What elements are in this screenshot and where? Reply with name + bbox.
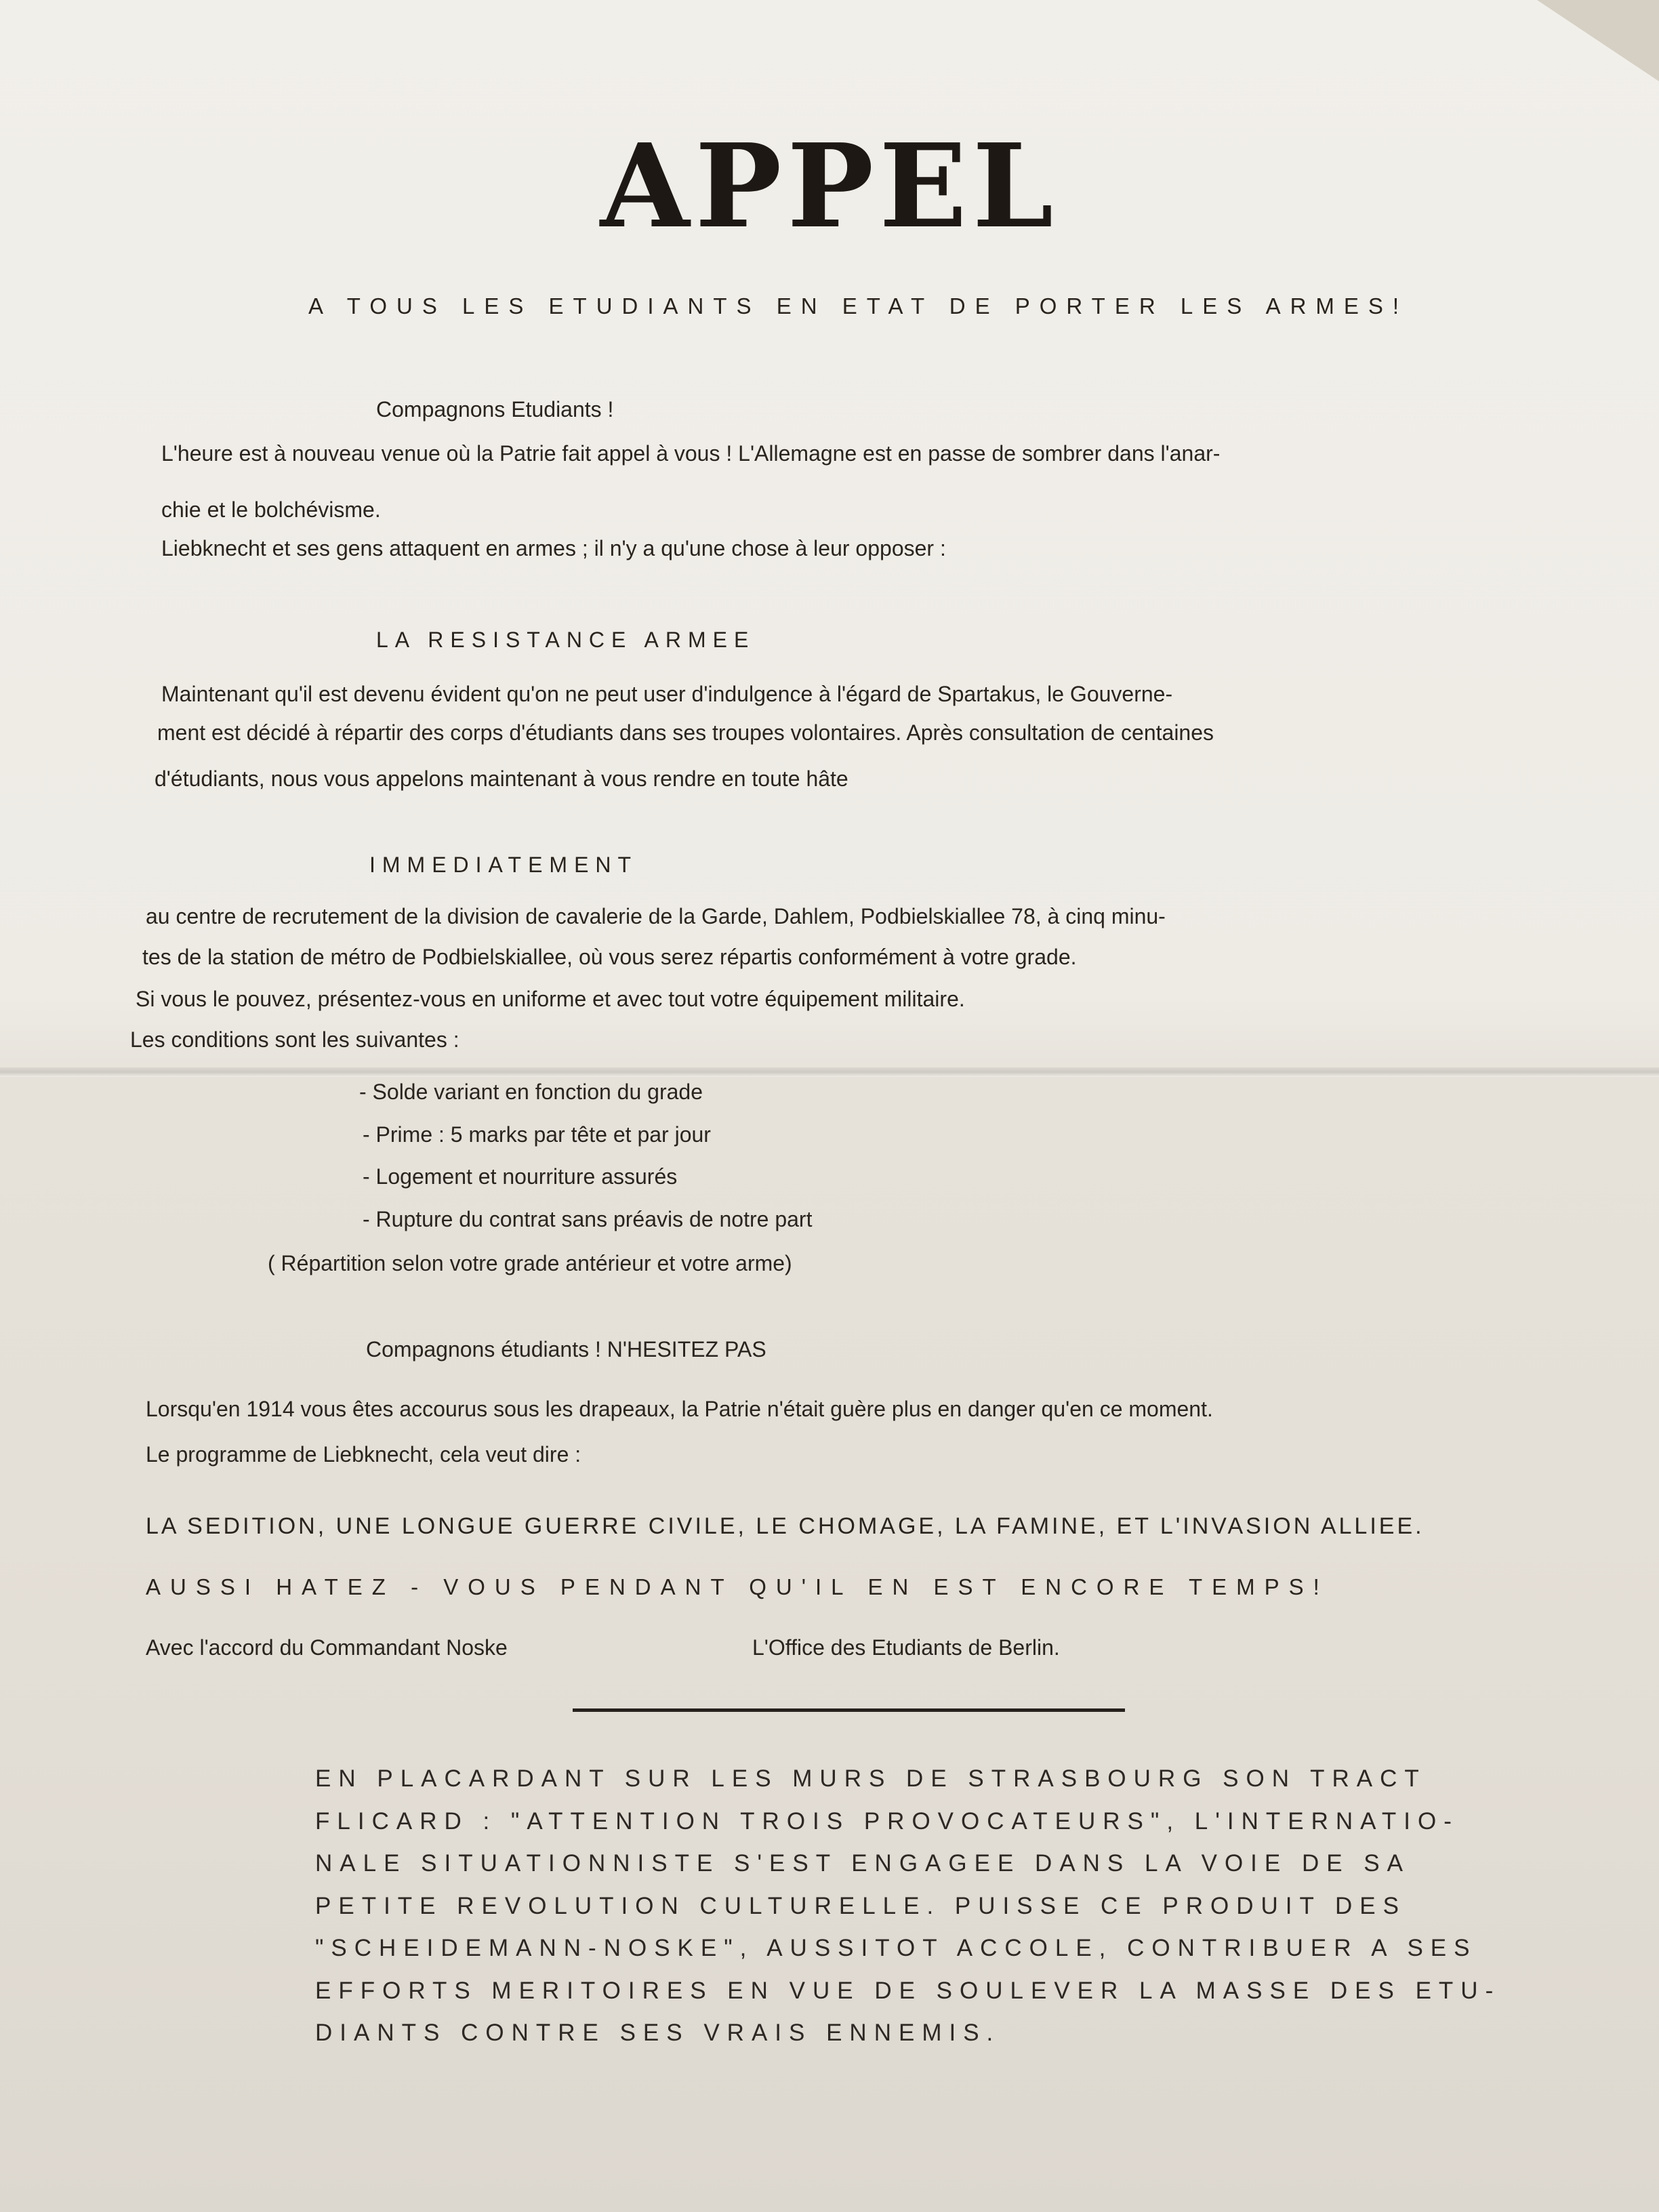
intro-line-3: Liebknecht et ses gens attaquent en armes ; il n'y a qu'une chose à leur opposer : xyxy=(161,536,946,560)
condition-item: - Logement et nourriture assurés xyxy=(363,1164,678,1189)
section2-line-4: Les conditions sont les suivantes : xyxy=(130,1027,459,1052)
document-title: APPEL xyxy=(600,119,1059,254)
section2-line-3: Si vous le pouvez, présentez-vous en uniforme et avec tout votre équipement militaire. xyxy=(136,987,965,1011)
section1-line-3: d'étudiants, nous vous appelons maintenant à vous rendre en toute hâte xyxy=(155,766,848,791)
closing-line-1: Lorsqu'en 1914 vous êtes accourus sous les drapeaux, la Patrie n'était guère plus en danger qu'en ce moment. xyxy=(146,1397,1213,1421)
paper-fold-crease xyxy=(0,1067,1659,1077)
call-to-action: AUSSI HATEZ - VOUS PENDANT QU'IL EN EST ENCORE TEMPS! xyxy=(146,1574,1329,1599)
condition-item: - Solde variant en fonction du grade xyxy=(359,1080,703,1104)
commentary-line: "SCHEIDEMANN-NOSKE", AUSSITOT ACCOLE, CONTRIBUER A SES xyxy=(315,1935,1477,1961)
section1-line-2: ment est décidé à répartir des corps d'étudiants dans ses troupes volontaires. Après consultation de centaines xyxy=(157,720,1214,745)
greeting: Compagnons Etudiants ! xyxy=(376,397,614,422)
commentary-line: EFFORTS MERITOIRES EN VUE DE SOULEVER LA MASSE DES ETU- xyxy=(315,1978,1501,2004)
commentary-line: FLICARD : "ATTENTION TROIS PROVOCATEURS", L'INTERNATIO- xyxy=(315,1808,1459,1835)
folded-corner xyxy=(1537,0,1659,81)
condition-item: - Prime : 5 marks par tête et par jour xyxy=(363,1122,711,1147)
section-heading-immediately: IMMEDIATEMENT xyxy=(369,853,638,877)
closing-line-2: Le programme de Liebknecht, cela veut dire : xyxy=(146,1442,581,1467)
section2-line-1: au centre de recrutement de la division de cavalerie de la Garde, Dahlem, Podbielskiallee 78, à cinq minu- xyxy=(146,904,1166,928)
commentary-line: NALE SITUATIONNISTE S'EST ENGAGEE DANS LA VOIE DE SA xyxy=(315,1850,1411,1877)
section1-line-1: Maintenant qu'il est devenu évident qu'on ne peut user d'indulgence à l'égard de Spartakus, le Gouverne- xyxy=(161,682,1173,706)
separator-rule xyxy=(573,1708,1125,1712)
section2-line-2: tes de la station de métro de Podbielskiallee, où vous serez répartis conformément à votre grade. xyxy=(142,945,1077,969)
exhortation: Compagnons étudiants ! N'HESITEZ PAS xyxy=(366,1337,766,1361)
intro-line-1: L'heure est à nouveau venue où la Patrie fait appel à vous ! L'Allemagne est en passe de sombrer dans l'anar- xyxy=(161,441,1221,466)
signature-right: L'Office des Etudiants de Berlin. xyxy=(752,1635,1060,1660)
document-subtitle: A TOUS LES ETUDIANTS EN ETAT DE PORTER LES ARMES! xyxy=(308,293,1409,319)
consequences: LA SEDITION, UNE LONGUE GUERRE CIVILE, LE CHOMAGE, LA FAMINE, ET L'INVASION ALLIEE. xyxy=(146,1513,1425,1539)
commentary-line: DIANTS CONTRE SES VRAIS ENNEMIS. xyxy=(315,2020,1001,2046)
conditions-note: ( Répartition selon votre grade antérieur et votre arme) xyxy=(268,1251,792,1275)
intro-line-2: chie et le bolchévisme. xyxy=(161,497,381,522)
condition-item: - Rupture du contrat sans préavis de notre part xyxy=(363,1207,813,1231)
commentary-line: PETITE REVOLUTION CULTURELLE. PUISSE CE PRODUIT DES xyxy=(315,1893,1406,1919)
commentary-line: EN PLACARDANT SUR LES MURS DE STRASBOURG SON TRACT xyxy=(315,1765,1427,1792)
section-heading-resistance: LA RESISTANCE ARMEE xyxy=(376,628,756,652)
signature-left: Avec l'accord du Commandant Noske xyxy=(146,1635,508,1660)
